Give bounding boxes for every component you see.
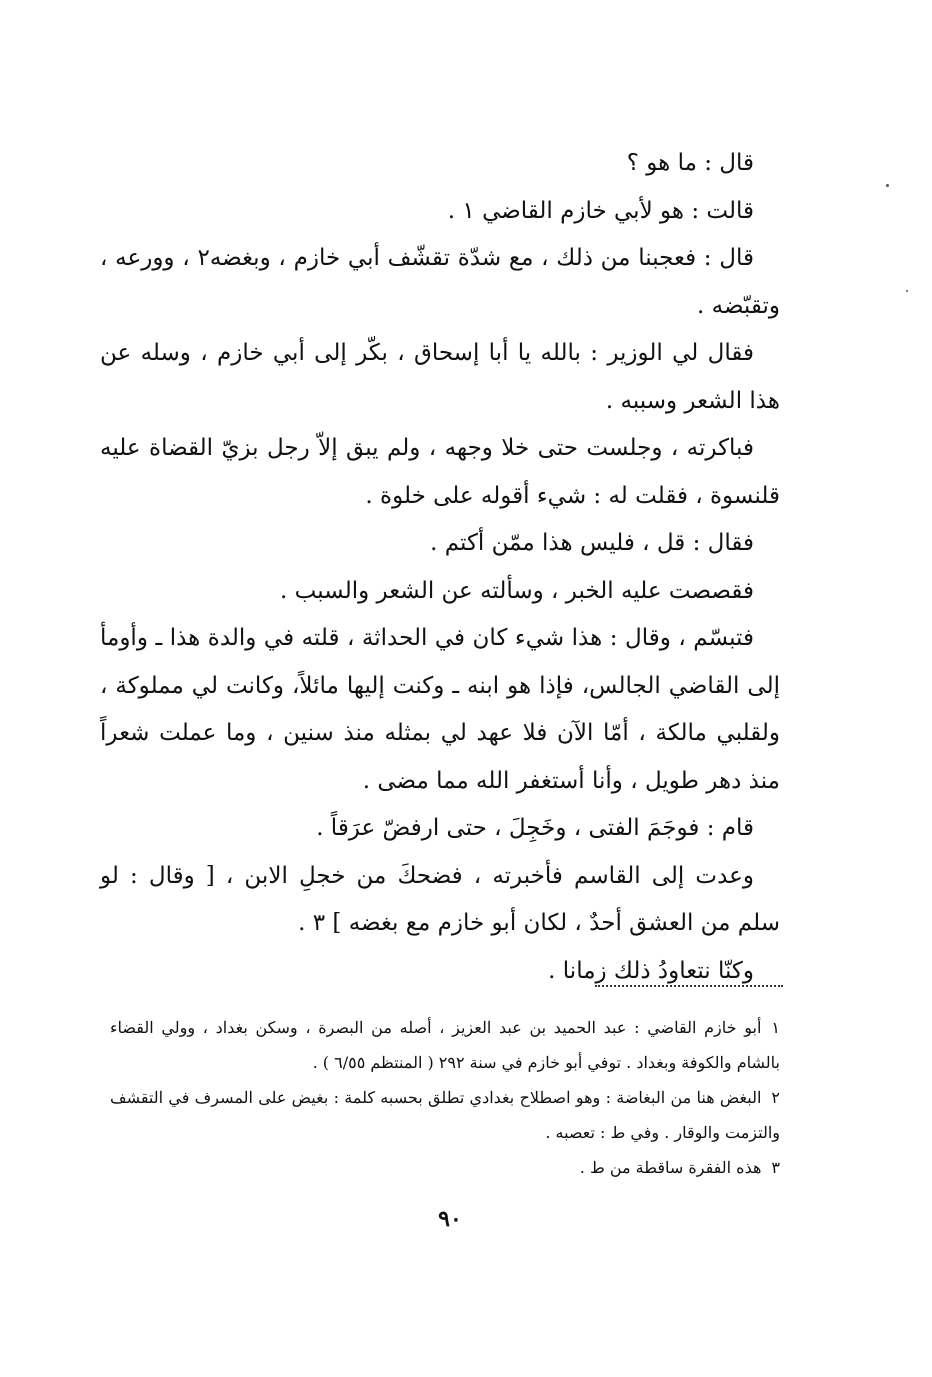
footnotes	[110, 1010, 780, 1185]
footnote-text: أبو خازم القاضي : عبد الحميد بن عبد العزيز ، أصله من البصرة ، وسكن بغداد ، وولي القضاء بالشام والكوفة وبغداد . توفي أبو خازم في سنة ٢٩٢ ( المنتظم ٦/٥٥ ) .	[110, 1018, 780, 1072]
paragraph-1: قال : ما هو ؟	[626, 150, 754, 176]
scan-speck	[886, 184, 889, 187]
paragraph-3: قال : فعجبنا من ذلك ، مع شدّة تقشّف أبي خازم ، وبغضه٢ ، وورعه ، وتقبّضه .	[100, 245, 780, 319]
footnote-number: ٢	[771, 1088, 780, 1107]
main-text	[100, 140, 780, 995]
footnote-number: ١	[771, 1018, 780, 1037]
footnote-separator	[595, 985, 783, 987]
paragraph-10: وعدت إلى القاسم فأخبرته ، فضحكَ من خجلِ الابن ، [ وقال : لو سلم من العشق أحدٌ ، لكان أبو خازم مع بغضه ] ٣ .	[100, 862, 780, 936]
footnote-number: ٣	[771, 1158, 780, 1177]
footnote-3	[110, 1150, 780, 1185]
footnote-1	[110, 1010, 780, 1080]
footnote-text: البغض هنا من البغاضة : وهو اصطلاح بغدادي تطلق بحسبه كلمة : بغيض على المسرف في التقشف والتزمت والوقار . وفي ط : تعصبه .	[110, 1088, 780, 1142]
scan-speck	[906, 290, 908, 292]
footnote-2	[110, 1080, 780, 1150]
page-number: ٩٠	[438, 1206, 462, 1232]
paragraph-2: قالت : هو لأبي خازم القاضي ١ .	[447, 197, 754, 224]
paragraph-7: فقصصت عليه الخبر ، وسألته عن الشعر والسبب .	[280, 577, 754, 604]
paragraph-5: فباكرته ، وجلست حتى خلا وجهه ، ولم يبق إلاّ رجل بزيّ القضاة عليه قلنسوة ، فقلت له : شيء أقوله على خلوة .	[100, 435, 780, 509]
paragraph-4: فقال لي الوزير : بالله يا أبا إسحاق ، بكّر إلى أبي خازم ، وسله عن هذا الشعر وسببه .	[100, 340, 780, 414]
paragraph-9: قام : فوجَمَ الفتى ، وخَجِلَ ، حتى ارفضّ عرَقاً .	[316, 815, 754, 841]
paragraph-6: فقال : قل ، فليس هذا ممّن أكتم .	[430, 530, 754, 556]
paragraph-8: فتبسّم ، وقال : هذا شيء كان في الحداثة ، قلته في والدة هذا ـ وأومأ إلى القاضي الجالس، فإذا هو ابنه ـ وكنت إليها مائلاً، وكانت لي مملوكة ، ولقلبي مالكة ، أمّا الآن فلا عهد لي بمثله منذ سنين ، وما عملت شعراً منذ دهر طويل ، وأنا أستغفر الله مما مضى .	[100, 625, 780, 794]
paragraph-11: وكنّا نتعاودُ ذلك زمانا .	[548, 957, 754, 984]
footnote-text: هذه الفقرة ساقطة من ط .	[579, 1158, 762, 1177]
